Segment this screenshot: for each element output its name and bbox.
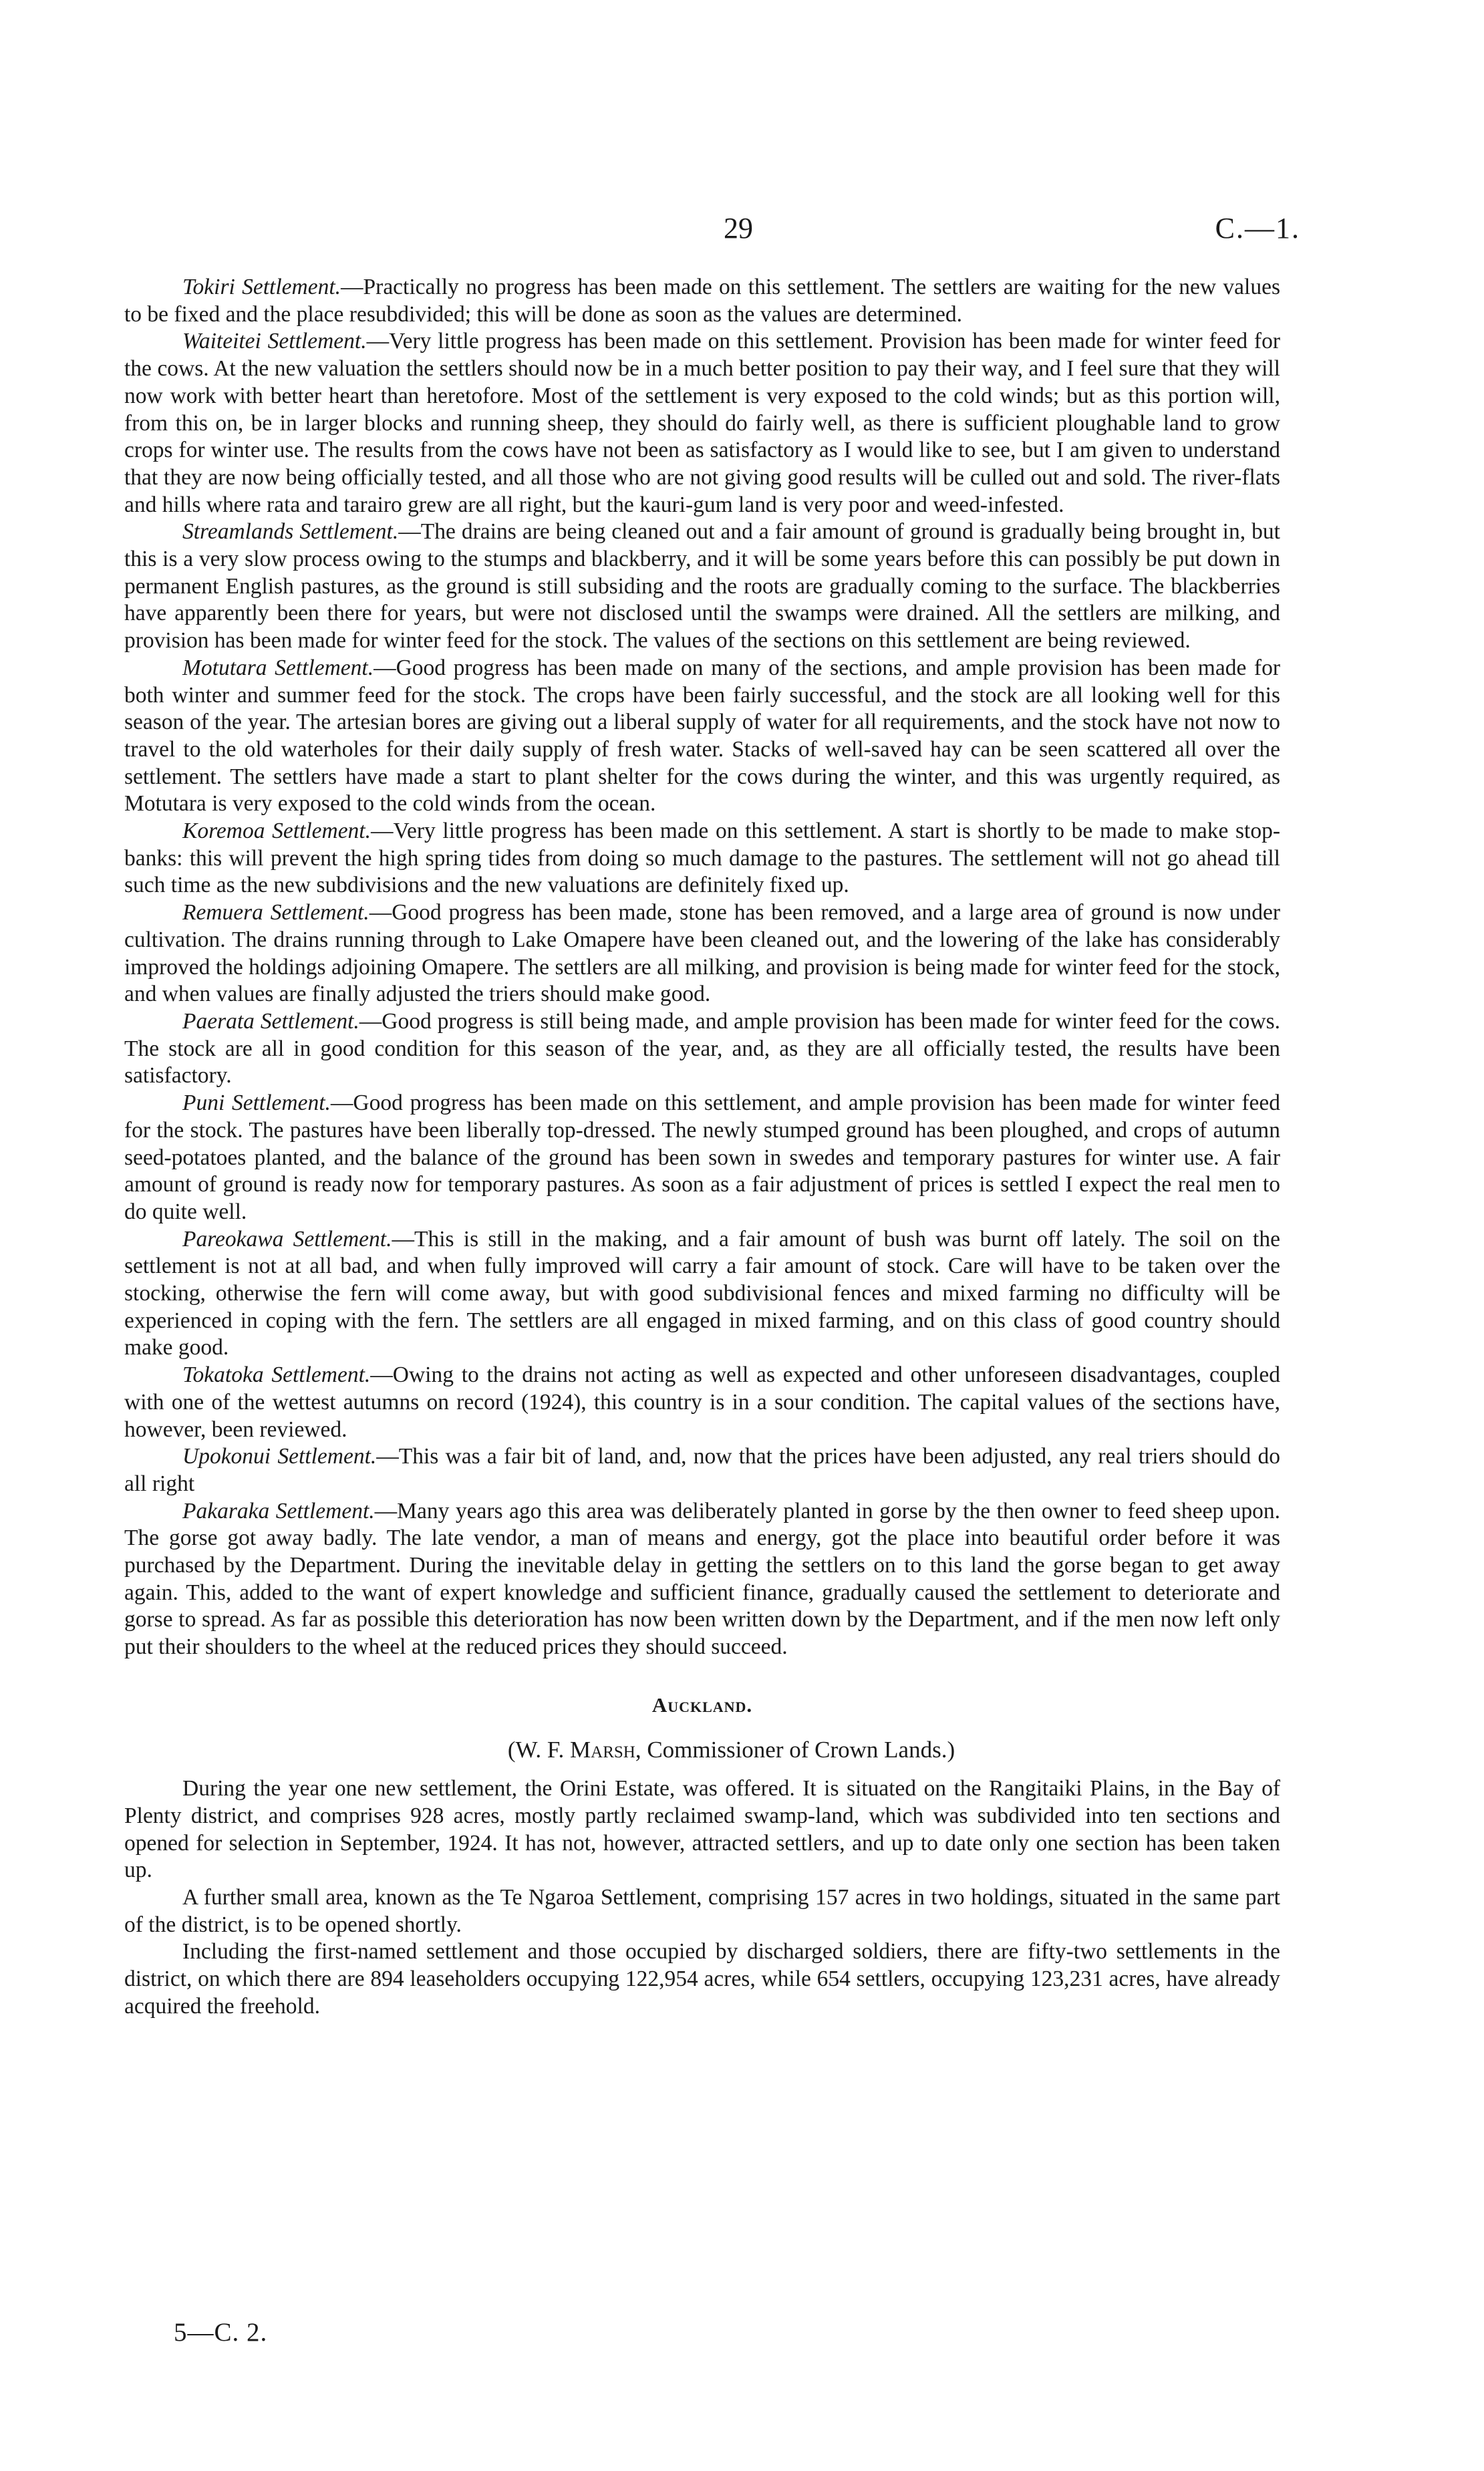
settlement-name: Pareokawa Settlement. bbox=[182, 1226, 392, 1252]
settlement-name: Waiteitei Settlement. bbox=[182, 329, 367, 354]
auckland-paragraph: A further small area, known as the Te Ngaroa Settlement, comprising 157 acres in two holdings, situated in the same part of the district, is to be opened shortly. bbox=[124, 1885, 1280, 1937]
settlement-paragraph bbox=[124, 1498, 1280, 1661]
settlement-text: —Many years ago this area was deliberately planted in gorse by the then owner to feed sheep upon. The gorse got away badly. The late vendor, a man of means and energy, got the place into beautiful order before it was purchased by the Department. During the inevitable delay in getting the settlers on to this land the gorse began to get away again. This, added to the want of expert knowledge and sufficient finance, gradually caused the settlement to deteriorate and gorse to spread. As far as possible this deterioration has now been written down by the Department, and if the men now left only put their shoulders to the wheel at the reduced prices they should succeed. bbox=[124, 1498, 1280, 1660]
settlement-name: Streamlands Settlement. bbox=[182, 519, 399, 545]
footer-reference: 5—C. 2. bbox=[174, 2318, 268, 2347]
settlement-text: —Good progress has been made, stone has been removed, and a large area of ground is now under cultivation. The drains running through to Lake Omapere have been cleaned out, and the lowering of the lake has considerably improved the holdings adjoining Omapere. The settlers are all milking, and provision is being made for winter feed for the stock, and when values are finally adjusted the triers should make good. bbox=[124, 900, 1280, 1007]
page-number: 29 bbox=[724, 212, 753, 245]
settlement-text: —This is still in the making, and a fair amount of bush was burnt off lately. The soil on the settlement is not at all bad, and when fully improved will carry a fair amount of stock. Care will have to be taken over the stocking, otherwise the fern will come away, but with good subdivisional fences and mixed farming no difficulty will be experienced in coping with the fern. The settlers are all engaged in mixed farming, and on this class of good country should make good. bbox=[124, 1226, 1280, 1360]
settlement-paragraph bbox=[124, 519, 1280, 655]
settlement-text: —Practically no progress has been made on this settlement. The settlers are waiting for the new values to be fixed and the place resubdivided; this will be done as soon as the values are determined. bbox=[124, 275, 1280, 327]
settlement-name: Paerata Settlement. bbox=[182, 1008, 359, 1034]
settlement-text: —Good progress is still being made, and ample provision has been made for winter feed for the cows. The stock are all in good condition for this season of the year, and, as they are all officially tested, the results have been satisfactory. bbox=[124, 1008, 1280, 1088]
settlement-paragraph bbox=[124, 1443, 1280, 1497]
settlement-text: —Very little progress has been made on this settlement. Provision has been made for winter feed for the cows. At the new valuation the settlers should now be in a much better position to pay their way, and I feel sure that they will now work with better heart than heretofore. Most of the settlement is very exposed to the cold winds; but as this portion will, from this on, be in larger blocks and running sheep, they should do fairly well, as there is sufficient ploughable land to grow crops for winter use. The results from the cows have not been as satisfactory as I would like to see, but I am given to understand that they are now being officially tested, and all those who are not giving good results will be culled out and sold. The river-flats and hills where rata and tarairo grew are all right, but the kauri-gum land is very poor and weed-infested. bbox=[124, 329, 1280, 517]
settlement-text: —Very little progress has been made on this settlement. A start is shortly to be made to make stop-banks: this will prevent the high spring tides from doing so much damage to the pastures. The settlement will not go ahead till such time as the new subdivisions and the new valuations are definitely fixed up. bbox=[124, 819, 1280, 898]
settlement-paragraph bbox=[124, 818, 1280, 899]
settlement-name: Remuera Settlement. bbox=[182, 900, 369, 925]
settlement-paragraph bbox=[124, 1362, 1280, 1443]
settlement-paragraph bbox=[124, 1090, 1280, 1226]
settlement-text: —Owing to the drains not acting as well as expected and other unforeseen disadvantages, coupled with one of the wettest autumns on record (1924), this country is in a sour condition. The capital values of the sections have, however, been reviewed. bbox=[124, 1362, 1280, 1442]
settlement-text: —Good progress has been made on many of the sections, and ample provision has been made for both winter and summer feed for the stock. The crops have been fairly successful, and the stock are all looking well for this season of the year. The artesian bores are giving out a liberal supply of water for all requirements, and the stock have not now to travel to the old waterholes for their daily supply of fresh water. Stacks of well-saved hay can be seen scattered all over the settlement. The settlers have made a start to plant shelter for the cows during the winter, and this was urgently required, as Motutara is very exposed to the cold winds from the ocean. bbox=[124, 655, 1280, 817]
commissioner-open: (W. F. bbox=[507, 1736, 571, 1763]
section-heading-auckland: Auckland. bbox=[651, 1693, 753, 1717]
settlement-text: —The drains are being cleaned out and a fair amount of ground is gradually being brought in, but this is a very slow process owing to the stumps and blackberry, and it will be some years before this can possibly be put down in permanent English pastures, as the ground is still subsiding and the roots are gradually coming to the surface. The blackberries have apparently been there for years, but were not disclosed until the swamps were drained. All the settlers are milking, and provision has been made for winter feed for the stock. The values of the sections on this settlement are being reviewed. bbox=[124, 519, 1280, 653]
commissioner-name: Marsh bbox=[570, 1736, 635, 1763]
settlement-text: —This was a fair bit of land, and, now that the prices have been adjusted, any real triers should do all right bbox=[124, 1444, 1280, 1496]
auckland-paragraph: Including the first-named settlement and those occupied by discharged soldiers, there are fifty-two settlements in the district, on which there are 894 leaseholders occupying 122,954 acres, while 654 settlers, occupying 123,231 acres, have already acquired the freehold. bbox=[124, 1939, 1280, 2019]
settlement-name: Tokatoka Settlement. bbox=[182, 1362, 371, 1388]
settlement-name: Koremoa Settlement. bbox=[182, 819, 371, 844]
settlement-name: Puni Settlement. bbox=[182, 1091, 331, 1116]
settlement-name: Motutara Settlement. bbox=[182, 655, 374, 680]
settlement-name: Tokiri Settlement. bbox=[182, 275, 341, 299]
auckland-paragraph: During the year one new settlement, the Orini Estate, was offered. It is situated on the Rangitaiki Plains, in the Bay of Plenty district, and comprises 928 acres, mostly partly reclaimed swamp-land, which was subdivided into ten sections and opened for selection in September, 1924. It has not, however, attracted settlers, and up to date only one section has been taken up. bbox=[124, 1776, 1280, 1883]
commissioner-close: , Commissioner of Crown Lands.) bbox=[635, 1736, 955, 1763]
settlement-paragraph bbox=[124, 899, 1280, 1008]
settlement-paragraph bbox=[124, 274, 1280, 328]
commissioner-line bbox=[124, 1737, 1280, 1764]
body-text bbox=[124, 274, 1280, 2021]
settlement-text: —Good progress has been made on this settlement, and ample provision has been made for winter feed for the stock. The pastures have been liberally top-dressed. The newly stumped ground has been ploughed, and crops of autumn seed-potatoes planted, and the balance of the ground has been sown in swedes and temporary pastures for winter use. A fair amount of ground is ready now for temporary pastures. As soon as a fair adjustment of prices is settled I expect the real men to do quite well. bbox=[124, 1091, 1280, 1224]
settlement-paragraph bbox=[124, 328, 1280, 519]
settlement-name: Upokonui Settlement. bbox=[182, 1444, 377, 1469]
settlement-name: Pakaraka Settlement. bbox=[182, 1498, 375, 1523]
document-reference: C.—1. bbox=[1215, 212, 1300, 245]
settlement-paragraph bbox=[124, 1226, 1280, 1362]
settlement-paragraph bbox=[124, 1008, 1280, 1090]
settlement-paragraph bbox=[124, 655, 1280, 818]
